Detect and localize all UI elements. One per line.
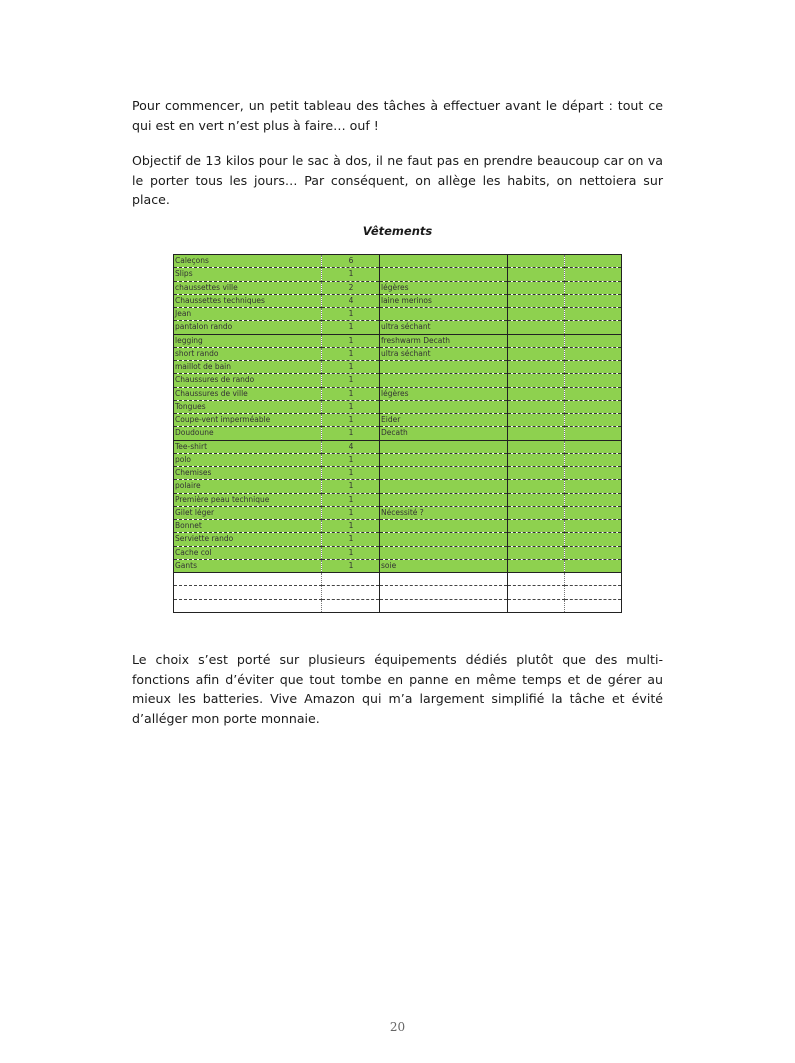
empty-cell (565, 480, 622, 493)
quantity-cell: 1 (322, 361, 380, 374)
item-cell: Première peau technique (174, 493, 322, 506)
quantity-cell: 4 (322, 294, 380, 307)
empty-cell (508, 321, 565, 334)
empty-cell (565, 440, 622, 453)
table-row (174, 520, 622, 533)
note-cell (380, 308, 508, 321)
empty-cell (508, 334, 565, 347)
empty-cell (565, 400, 622, 413)
empty-cell (565, 573, 622, 586)
empty-cell (565, 387, 622, 400)
note-cell: laine merinos (380, 294, 508, 307)
note-cell: Decath (380, 427, 508, 440)
item-cell: Chemises (174, 467, 322, 480)
empty-cell (565, 268, 622, 281)
quantity-cell (322, 599, 380, 612)
table-row (174, 599, 622, 612)
note-cell (380, 453, 508, 466)
page-number: 20 (389, 1020, 406, 1034)
table-row (174, 255, 622, 268)
empty-cell (565, 321, 622, 334)
quantity-cell: 1 (322, 321, 380, 334)
item-cell: polaire (174, 480, 322, 493)
item-cell: Tongues (174, 400, 322, 413)
table-row (174, 347, 622, 360)
note-cell: légères (380, 387, 508, 400)
table-row (174, 427, 622, 440)
item-cell: Gilet léger (174, 506, 322, 519)
quantity-cell: 1 (322, 347, 380, 360)
empty-cell (508, 480, 565, 493)
note-cell (380, 586, 508, 599)
note-cell (380, 400, 508, 413)
item-cell: chaussettes ville (174, 281, 322, 294)
empty-cell (508, 546, 565, 559)
empty-cell (508, 347, 565, 360)
empty-cell (508, 440, 565, 453)
empty-cell (508, 586, 565, 599)
quantity-cell: 1 (322, 308, 380, 321)
item-cell: Coupe-vent imperméable (174, 414, 322, 427)
quantity-cell: 1 (322, 546, 380, 559)
empty-cell (508, 427, 565, 440)
empty-cell (565, 308, 622, 321)
empty-cell (508, 506, 565, 519)
table-row (174, 281, 622, 294)
empty-cell (565, 546, 622, 559)
table-row (174, 387, 622, 400)
quantity-cell: 1 (322, 427, 380, 440)
table-row (174, 414, 622, 427)
empty-cell (565, 281, 622, 294)
table-row (174, 268, 622, 281)
table-row (174, 586, 622, 599)
table-row (174, 453, 622, 466)
note-cell: ultra séchant (380, 347, 508, 360)
table-row (174, 400, 622, 413)
quantity-cell: 6 (322, 255, 380, 268)
empty-cell (508, 387, 565, 400)
quantity-cell: 1 (322, 480, 380, 493)
quantity-cell: 1 (322, 400, 380, 413)
empty-cell (565, 493, 622, 506)
note-cell (380, 374, 508, 387)
quantity-cell: 1 (322, 467, 380, 480)
paragraph-objective: Objectif de 13 kilos pour le sac à dos, il ne faut pas en prendre beaucoup car on va le porter tous les jours… Par conséquent, on allège les habits, on nettoiera sur place. (132, 153, 663, 208)
empty-cell (565, 414, 622, 427)
empty-cell (565, 599, 622, 612)
clothing-table-body (174, 255, 622, 613)
note-cell (380, 361, 508, 374)
empty-cell (565, 559, 622, 572)
empty-cell (508, 493, 565, 506)
item-cell: Doudoune (174, 427, 322, 440)
note-cell (380, 467, 508, 480)
empty-cell (508, 268, 565, 281)
item-cell: Chaussettes techniques (174, 294, 322, 307)
table-row (174, 334, 622, 347)
table-row (174, 467, 622, 480)
item-cell: short rando (174, 347, 322, 360)
empty-cell (508, 361, 565, 374)
quantity-cell: 1 (322, 533, 380, 546)
table-row (174, 506, 622, 519)
empty-cell (508, 520, 565, 533)
table-row (174, 294, 622, 307)
item-cell: Gants (174, 559, 322, 572)
note-cell (380, 268, 508, 281)
quantity-cell: 1 (322, 520, 380, 533)
note-cell (380, 573, 508, 586)
table-row (174, 493, 622, 506)
empty-cell (565, 467, 622, 480)
empty-cell (565, 374, 622, 387)
item-cell: legging (174, 334, 322, 347)
table-row (174, 559, 622, 572)
quantity-cell: 1 (322, 493, 380, 506)
quantity-cell: 1 (322, 559, 380, 572)
table-row (174, 321, 622, 334)
item-cell: Caleçons (174, 255, 322, 268)
note-cell (380, 480, 508, 493)
item-cell: Bonnet (174, 520, 322, 533)
empty-cell (565, 453, 622, 466)
quantity-cell: 1 (322, 334, 380, 347)
note-cell: soie (380, 559, 508, 572)
item-cell (174, 573, 322, 586)
item-cell: pantalon rando (174, 321, 322, 334)
empty-cell (565, 533, 622, 546)
empty-cell (508, 559, 565, 572)
item-cell: Chaussures de ville (174, 387, 322, 400)
empty-cell (565, 347, 622, 360)
table-row (174, 361, 622, 374)
quantity-cell: 4 (322, 440, 380, 453)
note-cell (380, 440, 508, 453)
note-cell: légères (380, 281, 508, 294)
note-cell (380, 533, 508, 546)
note-cell (380, 599, 508, 612)
quantity-cell: 1 (322, 414, 380, 427)
empty-cell (565, 334, 622, 347)
quantity-cell: 2 (322, 281, 380, 294)
item-cell: Jean (174, 308, 322, 321)
item-cell: polo (174, 453, 322, 466)
item-cell: Chaussures de rando (174, 374, 322, 387)
item-cell: maillot de bain (174, 361, 322, 374)
empty-cell (508, 599, 565, 612)
paragraph-intro: Pour commencer, un petit tableau des tâches à effectuer avant le départ : tout ce qui est en vert n’est plus à faire… ouf ! (132, 98, 663, 133)
note-cell: Nécessité ? (380, 506, 508, 519)
note-cell: ultra séchant (380, 321, 508, 334)
item-cell: Slips (174, 268, 322, 281)
empty-cell (565, 427, 622, 440)
table-row (174, 533, 622, 546)
table-row (174, 440, 622, 453)
note-cell (380, 520, 508, 533)
quantity-cell: 1 (322, 506, 380, 519)
empty-cell (508, 414, 565, 427)
empty-cell (565, 506, 622, 519)
item-cell: Serviette rando (174, 533, 322, 546)
item-cell (174, 599, 322, 612)
table-row (174, 374, 622, 387)
table-title: Vêtements (362, 224, 433, 238)
empty-cell (565, 586, 622, 599)
quantity-cell: 1 (322, 453, 380, 466)
empty-cell (508, 294, 565, 307)
quantity-cell: 1 (322, 268, 380, 281)
item-cell: Cache col (174, 546, 322, 559)
note-cell (380, 546, 508, 559)
quantity-cell (322, 573, 380, 586)
empty-cell (508, 453, 565, 466)
empty-cell (508, 467, 565, 480)
empty-cell (508, 281, 565, 294)
table-row (174, 546, 622, 559)
note-cell (380, 493, 508, 506)
empty-cell (565, 255, 622, 268)
quantity-cell: 1 (322, 387, 380, 400)
empty-cell (565, 294, 622, 307)
note-cell: Eider (380, 414, 508, 427)
note-cell (380, 255, 508, 268)
item-cell (174, 586, 322, 599)
empty-cell (508, 255, 565, 268)
table-row (174, 573, 622, 586)
empty-cell (508, 400, 565, 413)
quantity-cell: 1 (322, 374, 380, 387)
quantity-cell (322, 586, 380, 599)
empty-cell (565, 520, 622, 533)
empty-cell (508, 573, 565, 586)
table-row (174, 480, 622, 493)
clothing-table (173, 254, 622, 613)
empty-cell (508, 533, 565, 546)
note-cell: freshwarm Decath (380, 334, 508, 347)
table-row (174, 308, 622, 321)
empty-cell (565, 361, 622, 374)
empty-cell (508, 374, 565, 387)
empty-cell (508, 308, 565, 321)
paragraph-equipment: Le choix s’est porté sur plusieurs équipements dédiés plutôt que des multi-fonctions afin d’éviter que tout tombe en panne en même temps et de gérer au mieux les batteries. Vive Amazon qui m’a largement simplifié la tâche et évité d’alléger mon porte monnaie. (132, 652, 663, 726)
item-cell: Tee-shirt (174, 440, 322, 453)
